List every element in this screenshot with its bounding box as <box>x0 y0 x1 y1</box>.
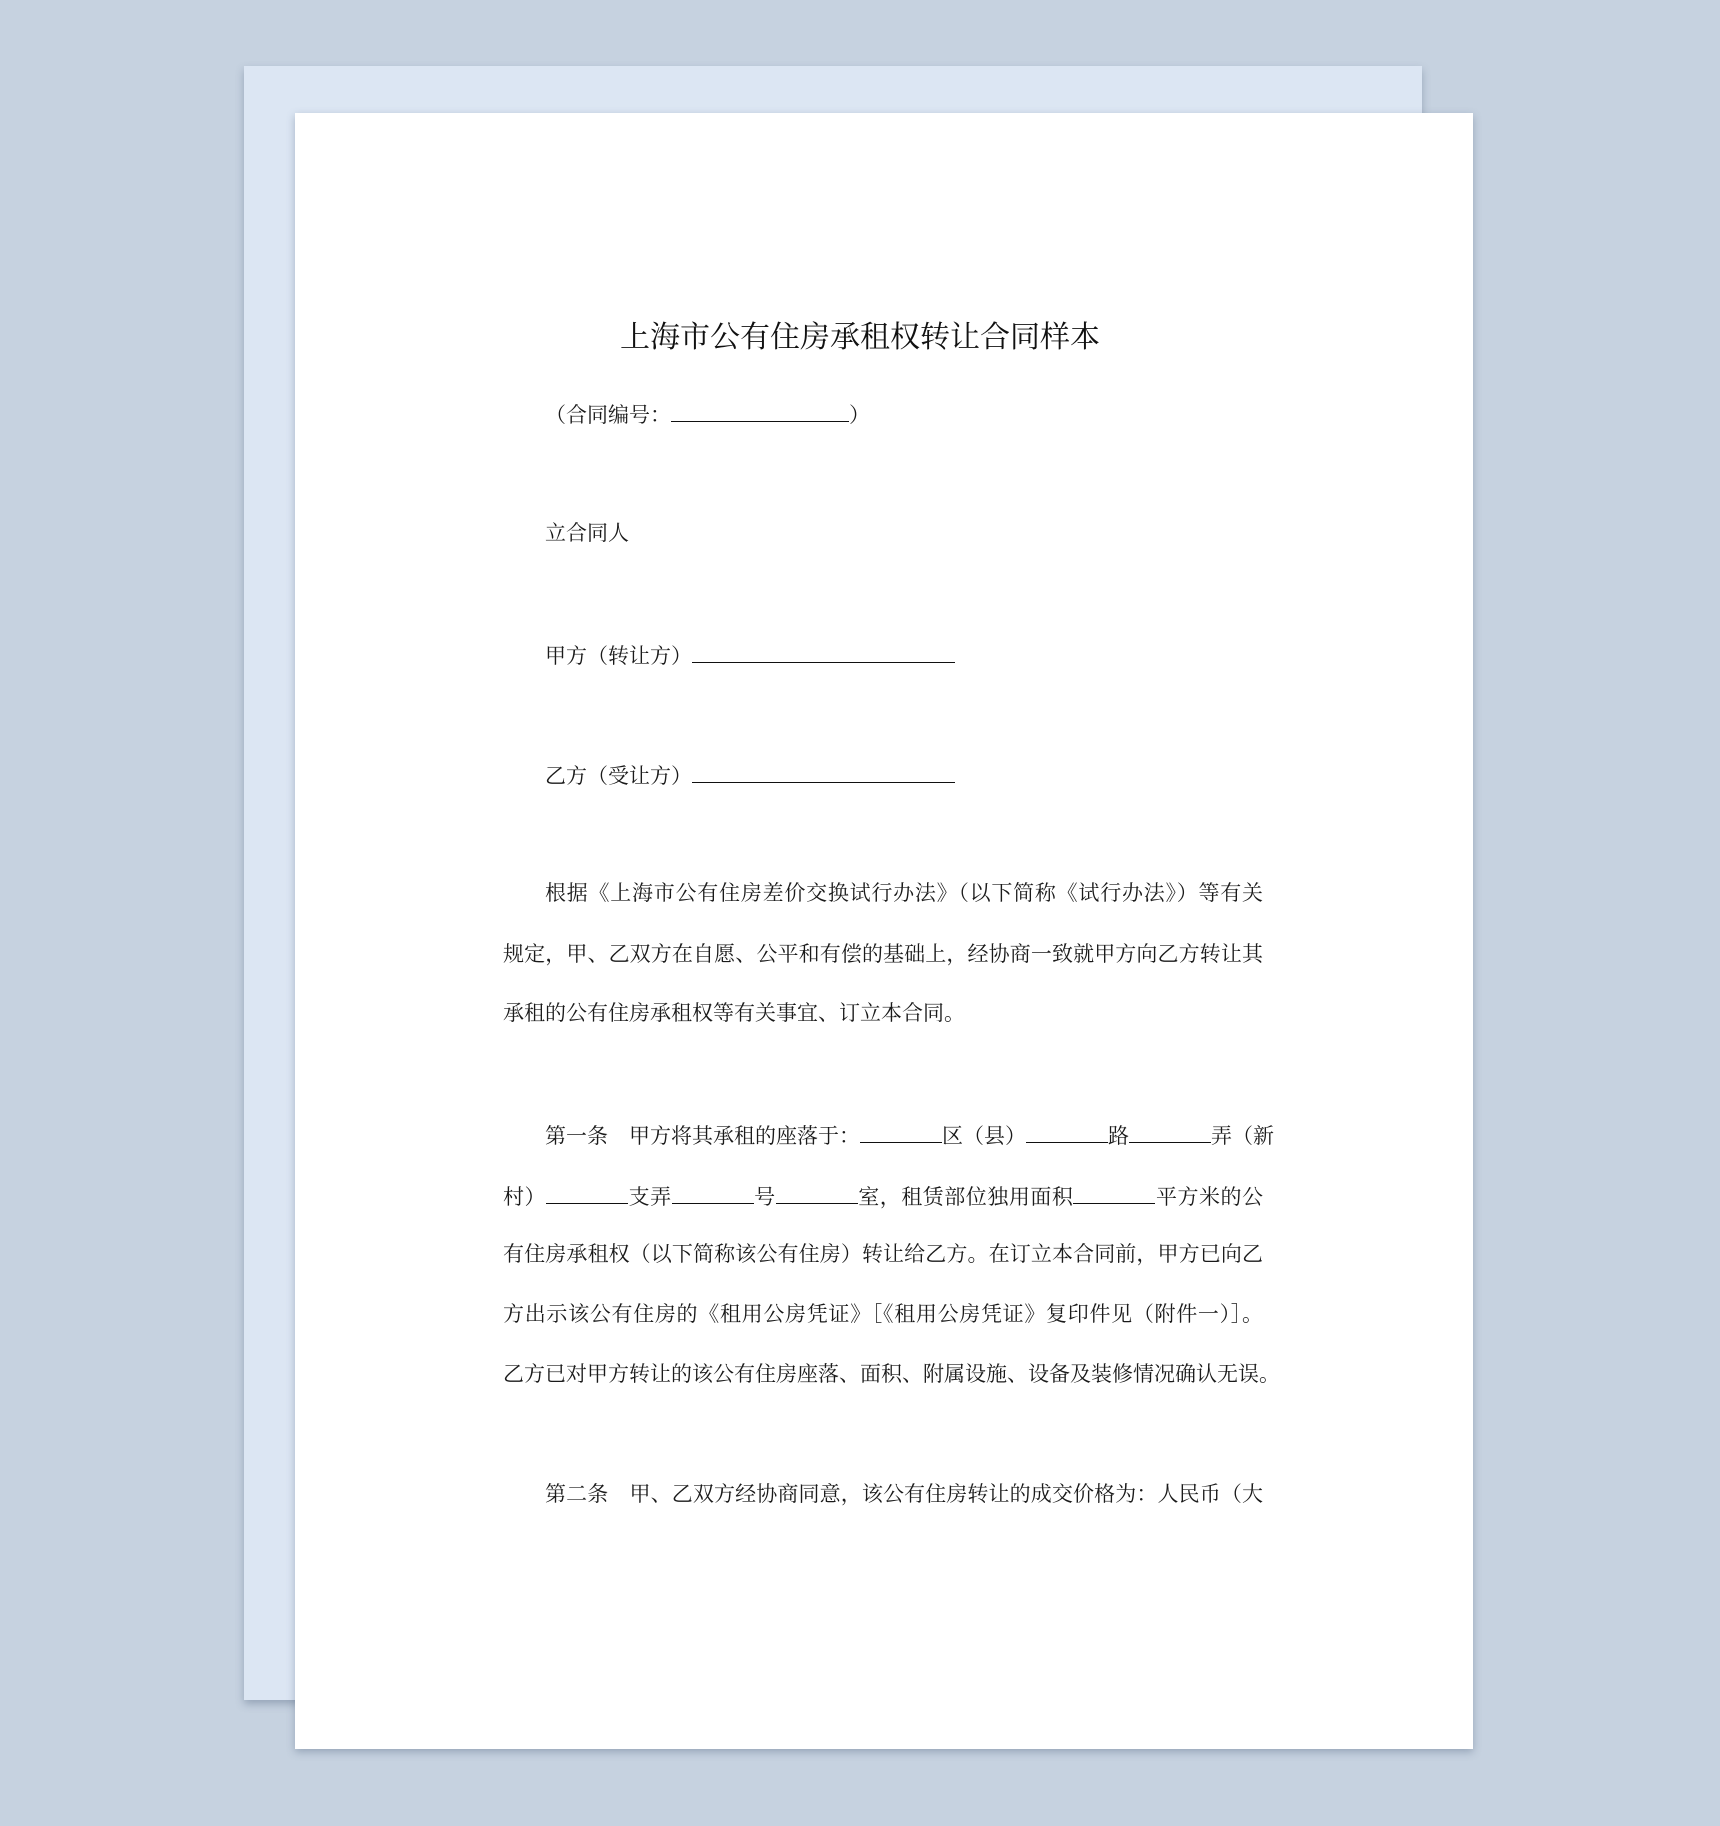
contract-number-blank[interactable] <box>671 397 849 422</box>
party-b-line <box>545 758 1305 791</box>
text: 第一条 甲方将其承租的座落于： <box>545 1124 860 1148</box>
sub-lane-blank[interactable] <box>546 1179 628 1204</box>
party-b-blank[interactable] <box>692 758 955 783</box>
article1-line: 有住房承租权（以下简称该公有住房）转让给乙方。在订立本合同前，甲方已向乙 <box>503 1242 1263 1266</box>
room-blank[interactable] <box>776 1179 858 1204</box>
preamble-line: 承租的公有住房承租权等有关事宜、订立本合同。 <box>503 1001 965 1025</box>
text: 路 <box>1108 1124 1129 1148</box>
contract-number-line <box>545 397 1305 430</box>
area-blank[interactable] <box>1073 1179 1155 1204</box>
party-a-line <box>545 638 1305 671</box>
text: 平方米的公 <box>1155 1185 1264 1209</box>
text: 号 <box>753 1185 776 1209</box>
article1-line: 方出示该公有住房的《租用公房凭证》［《租用公房凭证》复印件见（附件一）］。 <box>503 1302 1263 1326</box>
article1-line: 乙方已对甲方转让的该公有住房座落、面积、附属设施、设备及装修情况确认无误。 <box>503 1362 1280 1386</box>
document-title: 上海市公有住房承租权转让合同样本 <box>620 320 1100 355</box>
parties-heading: 立合同人 <box>545 521 629 545</box>
contract-number-close: ） <box>849 403 870 427</box>
article1-line <box>503 1179 1263 1212</box>
road-blank[interactable] <box>1026 1118 1108 1143</box>
party-a-label: 甲方（转让方） <box>545 644 692 668</box>
text: 支弄 <box>628 1185 672 1209</box>
preamble-line: 规定，甲、乙双方在自愿、公平和有偿的基础上，经协商一致就甲方向乙方转让其 <box>503 942 1263 966</box>
contract-number-label: （合同编号： <box>545 403 671 427</box>
article2-line: 第二条 甲、乙双方经协商同意，该公有住房转让的成交价格为：人民币（大 <box>545 1482 1263 1506</box>
text: 室，租赁部位独用面积 <box>857 1185 1074 1209</box>
number-blank[interactable] <box>672 1179 754 1204</box>
lane-blank[interactable] <box>1129 1118 1211 1143</box>
party-a-blank[interactable] <box>692 638 955 663</box>
text: 弄（新 <box>1211 1124 1274 1148</box>
article1-line <box>503 1118 1274 1151</box>
text: 区（县） <box>942 1124 1026 1148</box>
district-blank[interactable] <box>860 1118 942 1143</box>
text: 村） <box>503 1185 547 1209</box>
party-b-label: 乙方（受让方） <box>545 764 692 788</box>
preamble-line: 根据《上海市公有住房差价交换试行办法》（以下简称《试行办法》）等有关 <box>545 881 1263 905</box>
